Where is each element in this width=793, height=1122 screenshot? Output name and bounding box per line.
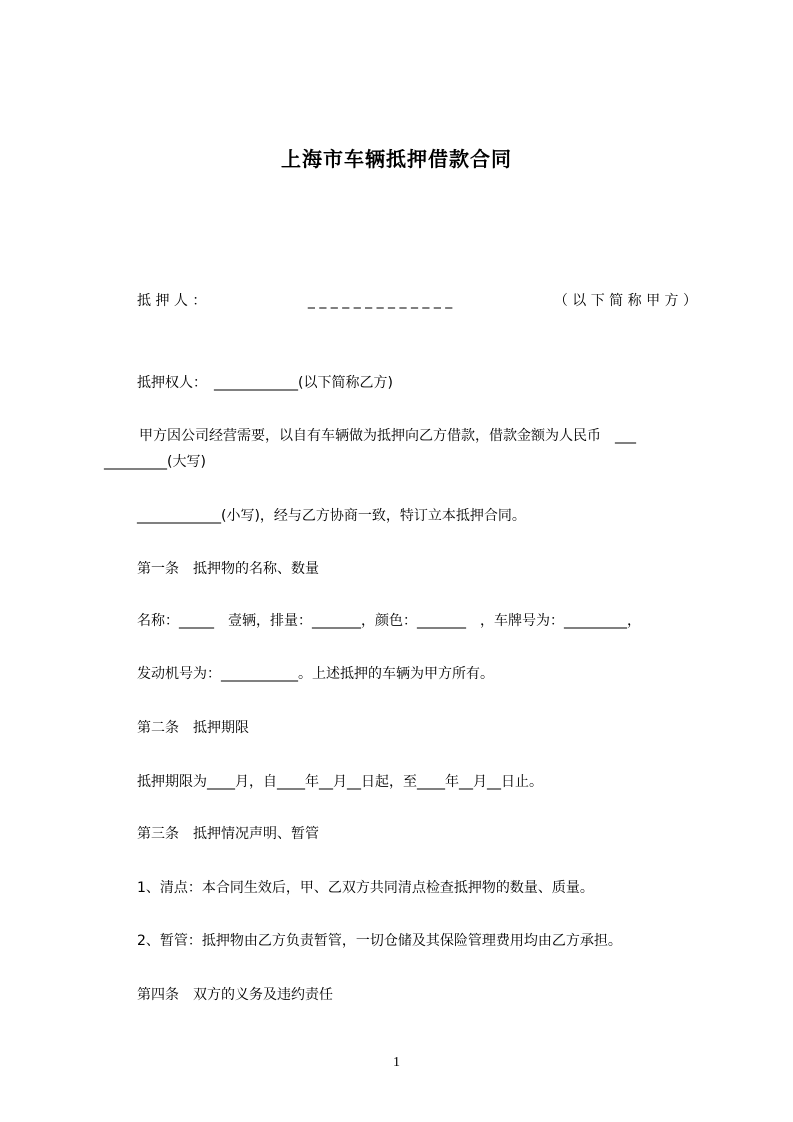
mortgagor-alias: （ 以 下 简 称 甲 方 ） — [553, 293, 697, 309]
article-1-engine-line: 发动机号为：___________。上述抵押的车辆为甲方所有。 — [137, 666, 494, 682]
mortgagor-line — [137, 291, 697, 311]
mortgagor-blank: _ _ _ _ _ _ _ _ _ _ _ _ _ — [307, 293, 453, 309]
page-title: 上海市车辆抵押借款合同 — [281, 147, 512, 171]
loan-paragraph-line-3: ____________(小写)，经与乙方协商一致，特订立本抵押合同。 — [137, 508, 526, 524]
article-4-heading: 第四条 双方的义务及违约责任 — [137, 987, 333, 1003]
article-1-heading: 第一条 抵押物的名称、数量 — [137, 561, 319, 577]
article-3-heading: 第三条 抵押情况声明、暂管 — [137, 826, 319, 842]
article-1-vehicle-line: 名称：_____ 壹辆，排量：_______，颜色：_______ ，车牌号为：_________， — [137, 613, 641, 629]
article-3-item-1: 1、清点：本合同生效后，甲、乙双方共同清点检查抵押物的数量、质量。 — [137, 880, 594, 896]
article-2-body: 抵押期限为____月，自____年__月__日起，至____年__月__日止。 — [137, 774, 543, 790]
mortgagee-line: 抵押权人： ____________(以下简称乙方) — [137, 375, 393, 391]
page-number: 1 — [393, 1055, 400, 1070]
mortgagor-label: 抵 押 人 ： — [137, 293, 207, 309]
article-2-heading: 第二条 抵押期限 — [137, 720, 249, 736]
loan-paragraph-line-1: 甲方因公司经营需要，以自有车辆做为抵押向乙方借款，借款金额为人民币 ___ — [139, 428, 636, 444]
article-3-item-2: 2、暂管：抵押物由乙方负责暂管，一切仓储及其保险管理费用均由乙方承担。 — [137, 933, 622, 949]
loan-paragraph-line-2: _________(大写) — [104, 454, 206, 470]
